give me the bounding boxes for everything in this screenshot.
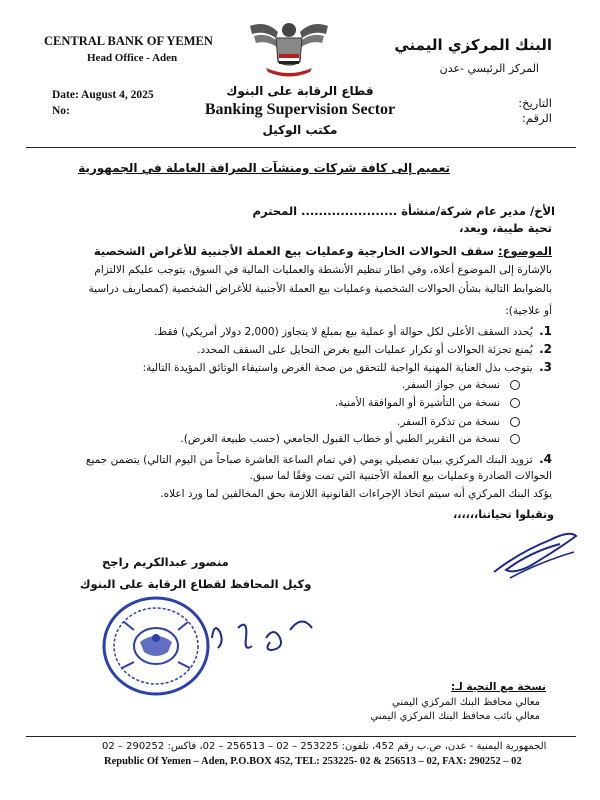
head-office-english: Head Office - Aden	[87, 52, 178, 64]
item-number: 3.	[539, 360, 552, 374]
warning-text: يؤكد البنك المركزي أنه سيتم اتخاذ الإجراءات القانونية اللازمة بحق المخالفين لما ورد اعلاه.	[160, 488, 552, 500]
sector-arabic: قطاع الرقابة على البنوك	[226, 84, 374, 98]
document-requirement	[180, 433, 520, 445]
item-number: 4.	[539, 452, 552, 466]
requirement-text: نسخة من التأشيرة أو الموافقة الأمنية.	[334, 397, 500, 409]
circle-bullet-icon	[510, 398, 520, 408]
list-item	[86, 452, 552, 466]
item-text: تزويد البنك المركزي ببيان تفصيلي يومي (في تمام الساعة العاشرة صباحاً من اليوم التالي) يتضمن جميع	[85, 454, 533, 466]
bank-name-arabic: البنك المركزي اليمني	[394, 36, 552, 54]
item-continuation: الحوالات الصادرة وعمليات بيع العملة الأجنبية التي تمت وفقًا لما سبق.	[249, 470, 552, 482]
signatory-title: وكيل المحافظ لقطاع الرقابة على البنوك	[80, 577, 312, 591]
item-text: يتوجب بذل العناية المهنية الواجبة للتحقق من صحة الغرض واستيفاء الوثائق المؤيدة التالية:	[142, 362, 533, 374]
list-item	[197, 342, 552, 356]
cc-recipient: معالي نائب محافظ البنك المركزي اليمني	[370, 711, 540, 722]
item-text: يُمنع تجزئة الحوالات أو تكرار عمليات البيع بغرض التحايل على السقف المحدد.	[197, 344, 533, 356]
subject-label: الموضوع:	[498, 244, 552, 258]
cc-recipient: معالي محافظ البنك المركزي اليمني	[392, 697, 540, 708]
requirement-text: نسخة من تذكرة السفر.	[397, 416, 500, 428]
document-requirement	[335, 397, 520, 409]
circle-bullet-icon	[510, 417, 520, 427]
closing-text: وتقبلوا تحياتنا،،،،،،	[453, 508, 554, 521]
document-requirement	[402, 379, 520, 391]
subject-text: سقف الحوالات الخارجية وعمليات بيع العملة الأجنبية للأغراض الشخصية	[93, 244, 499, 258]
date-arabic-label: التاريخ:	[518, 96, 552, 110]
official-stamp-icon	[96, 592, 216, 700]
head-office-arabic: المركز الرئيسي -عدن	[439, 62, 539, 75]
circle-bullet-icon	[510, 434, 520, 444]
addressee-line: الأخ/ مدير عام شركة/منشأة ...................... المحترم	[252, 204, 555, 218]
number-english: No:	[52, 105, 70, 117]
footer-address-arabic: الجمهورية اليمنية - عدن، ص.ب رقم 452، تلفون: 253225 – 02 – 256513 – 02، فاكس: 290252 – 02	[102, 741, 547, 752]
yemen-emblem-icon	[246, 18, 332, 80]
greeting: تحية طيبة، وبعد،	[459, 221, 552, 235]
signatory-name: منصور عبدالكريم راجح	[102, 555, 229, 569]
sector-english: Banking Supervision Sector	[204, 101, 396, 118]
item-number: 2.	[539, 342, 552, 356]
number-arabic-label: الرقم:	[521, 111, 552, 125]
list-item	[154, 324, 552, 338]
footer-divider	[26, 736, 576, 737]
item-number: 1.	[539, 324, 552, 338]
list-item	[143, 360, 552, 374]
office-arabic: مكتب الوكيل	[262, 123, 338, 137]
requirement-text: نسخة من جواز السفر.	[401, 379, 500, 391]
document-requirement	[397, 416, 520, 428]
circular-title: تعميم إلى كافة شركات ومنشآت الصرافة العاملة في الجمهورية	[78, 161, 450, 175]
paragraph-line: بالإشارة إلى الموضوع أعلاه، وفي اطار تنظيم الأنشطة والعمليات المالية في السوق، يتوجب عليكم الالتزام	[94, 264, 552, 276]
paragraph-line: أو علاجية):	[505, 305, 552, 317]
circle-bullet-icon	[510, 380, 520, 390]
item-text: يُحدد السقف الأعلى لكل حوالة أو عملية بيع بمبلغ لا يتجاوز (2,000 دولار أمريكي) فقط.	[154, 326, 533, 338]
header-divider	[26, 147, 576, 148]
cc-heading: نسخة مع التحية لـ:	[451, 681, 546, 693]
footer-address-english: Republic Of Yemen – Aden, P.O.BOX 452, TEL: 253225- 02 & 256513 – 02, FAX: 290252 – 02	[104, 756, 522, 767]
bank-name-english: CENTRAL BANK OF YEMEN	[44, 34, 213, 48]
paragraph-line: بالضوابط التالية بشأن الحوالات الشخصية وعمليات بيع العملة الأجنبية للأغراض الشخصية (كمصاريف دراسية	[88, 283, 552, 295]
handwritten-annotation-icon	[208, 608, 318, 668]
signature-icon	[490, 522, 580, 582]
subject-line	[94, 244, 552, 258]
requirement-text: نسخة من التقرير الطبي أو خطاب القبول الجامعي (حسب طبيعة الغرض).	[180, 433, 500, 445]
date-english: Date: August 4, 2025	[52, 89, 154, 101]
